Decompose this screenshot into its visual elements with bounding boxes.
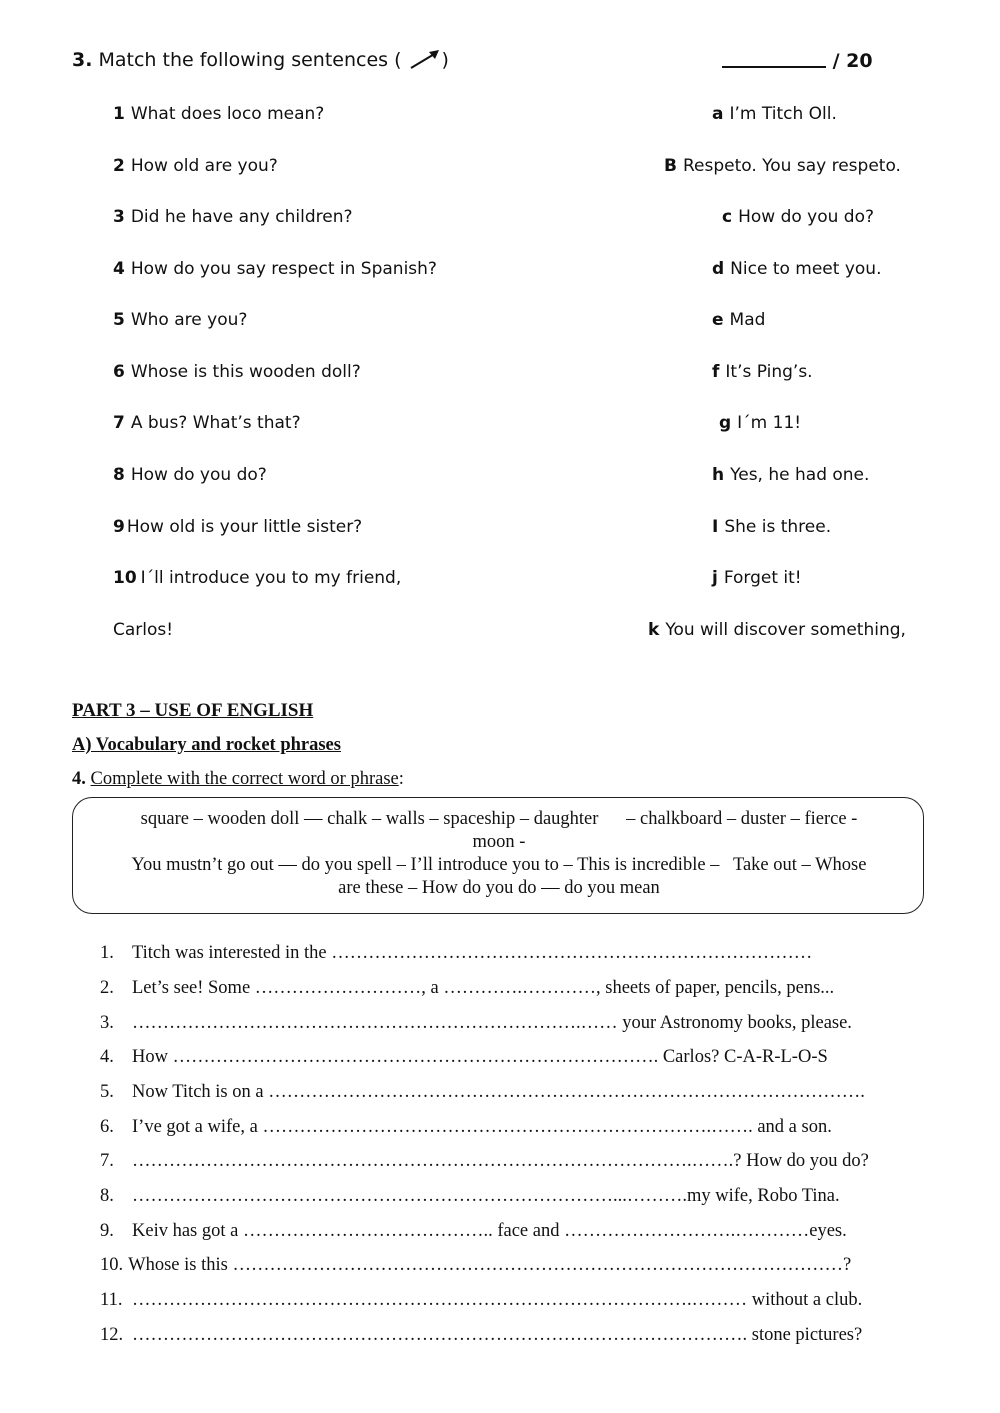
section-3-title <box>72 48 449 71</box>
question-row: 7 A bus? What’s that? <box>113 413 301 433</box>
fill-in-sentence[interactable]: 8. ……………………………………………………………………...……….my wife, Robo Tina. <box>100 1186 840 1206</box>
fill-in-sentence[interactable]: 4. How ……………………………………………………………………. Carlos? C-A-R-L-O-S <box>100 1047 828 1067</box>
question-row: 9 How old is your little sister? <box>113 517 363 537</box>
score-field <box>722 48 873 72</box>
score-total: / 20 <box>832 50 873 72</box>
answer-row: c How do you do? <box>722 207 875 227</box>
answer-row: a I’m Titch Oll. <box>712 104 837 124</box>
fill-in-sentence[interactable]: 5. Now Titch is on a ……………………………………………………………………………………. <box>100 1082 865 1102</box>
answer-row: B Respeto. You say respeto. <box>664 156 901 176</box>
word-bank-line: You mustn’t go out — do you spell – I’ll introduce you to – This is incredible – Take out – Whose <box>131 855 867 875</box>
question-row: 10 I´ll introduce you to my friend, <box>113 568 402 588</box>
word-bank-line: moon - <box>472 832 526 852</box>
fill-in-sentence[interactable]: 11. ……………………………………………………………………………….……… without a club. <box>100 1290 863 1310</box>
task-4-instruction: 4. Complete with the correct word or phrase: <box>72 769 404 789</box>
question-row: 6 Whose is this wooden doll? <box>113 362 361 382</box>
task-text: Complete with the correct word or phrase <box>90 769 399 789</box>
question-row: 4 How do you say respect in Spanish? <box>113 259 437 279</box>
section-number: 3. <box>72 49 93 71</box>
fill-in-sentence[interactable]: 12. ………………………………………………………………………………………. stone pictures? <box>100 1325 863 1345</box>
question-row: 2 How old are you? <box>113 156 278 176</box>
fill-in-sentence[interactable]: 6. I’ve got a wife, a ……………………………………………………………….……. and a son. <box>100 1117 832 1137</box>
question-row: 3 Did he have any children? <box>113 207 353 227</box>
question-row-continued: Carlos! <box>113 620 174 640</box>
fill-in-sentence[interactable]: 10. Whose is this ………………………………………………………………………………………? <box>100 1255 852 1275</box>
answer-row: h Yes, he had one. <box>712 465 870 485</box>
vocabulary-subheading: A) Vocabulary and rocket phrases <box>72 735 341 755</box>
question-row: 1 What does loco mean? <box>113 104 325 124</box>
word-bank-box <box>72 797 924 914</box>
part-3-heading: PART 3 – USE OF ENGLISH <box>72 700 314 721</box>
question-row: 5 Who are you? <box>113 310 248 330</box>
answer-row: f It’s Ping’s. <box>712 362 813 382</box>
answer-row: I She is three. <box>712 517 832 537</box>
answer-row: j Forget it! <box>712 568 802 588</box>
fill-in-sentence[interactable]: 7. ……………………………………………………………………………….…….? How do you do? <box>100 1151 869 1171</box>
diagonal-arrow-icon <box>408 48 442 70</box>
answer-row: d Nice to meet you. <box>712 259 882 279</box>
section-title-text: Match the following sentences ( <box>98 49 402 71</box>
fill-in-sentence[interactable]: 2. Let’s see! Some ………………………, a ………….…………, sheets of paper, pencils, pens... <box>100 978 835 998</box>
section-title-close: ) <box>441 49 449 71</box>
task-number: 4. <box>72 769 86 789</box>
word-bank-line: are these – How do you do — do you mean <box>338 878 660 898</box>
answer-row: e Mad <box>712 310 766 330</box>
answer-row: k You will discover something, <box>648 620 906 640</box>
word-bank-line: square – wooden doll — chalk – walls – spaceship – daughter – chalkboard – duster – fierce - <box>140 809 858 829</box>
score-blank[interactable] <box>722 48 826 68</box>
question-row: 8 How do you do? <box>113 465 267 485</box>
fill-in-sentence[interactable]: 9. Keiv has got a ………………………………….. face and ……………………….…………eyes. <box>100 1221 847 1241</box>
answer-row: g I´m 11! <box>719 413 802 433</box>
fill-in-sentence[interactable]: 3. ……………………………………………………………….…… your Astronomy books, please. <box>100 1013 852 1033</box>
fill-in-sentence[interactable]: 1. Titch was interested in the …………………………………………………………………… <box>100 943 813 963</box>
